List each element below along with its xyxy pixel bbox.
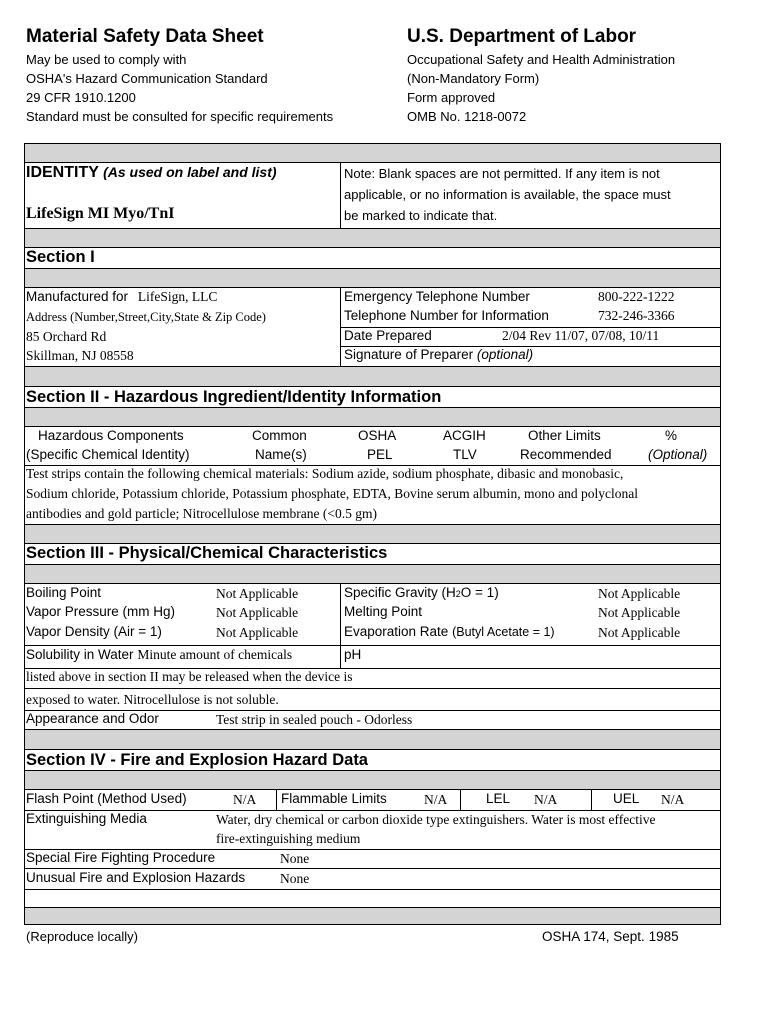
form-title: Material Safety Data Sheet xyxy=(26,26,264,47)
divider xyxy=(24,889,721,890)
gray-band xyxy=(24,407,721,427)
agency-title: U.S. Department of Labor xyxy=(407,26,637,47)
divider xyxy=(24,688,721,689)
gray-band xyxy=(24,366,721,387)
emergency-phone-label: Emergency Telephone Number xyxy=(344,289,530,304)
solubility-row xyxy=(26,647,292,663)
unusual-hazards-value: None xyxy=(280,871,310,886)
gray-band xyxy=(24,564,721,584)
gray-band xyxy=(24,143,721,163)
info-phone-value: 732-246-3366 xyxy=(598,308,675,323)
evaporation-rate-row xyxy=(344,624,555,639)
header-right-line: OMB No. 1218-0072 xyxy=(407,109,527,124)
col-osha: OSHA xyxy=(358,428,397,443)
boiling-point-label: Boiling Point xyxy=(26,585,102,600)
flammable-limits-label: Flammable Limits xyxy=(281,791,387,806)
melting-point-value: Not Applicable xyxy=(598,605,681,620)
footer-reproduce: (Reproduce locally) xyxy=(26,929,138,944)
header-left-line: 29 CFR 1910.1200 xyxy=(26,90,136,105)
extinguishing-media-label: Extinguishing Media xyxy=(26,811,147,826)
address-line: Skillman, NJ 08558 xyxy=(26,348,134,363)
melting-point-label: Melting Point xyxy=(344,604,423,619)
gray-band xyxy=(24,729,721,750)
address-label: Address (Number,Street,City,State & Zip Code) xyxy=(26,310,266,324)
vapor-density-value: Not Applicable xyxy=(216,625,299,640)
header-left-line: May be used to comply with xyxy=(26,52,187,67)
lel-value: N/A xyxy=(534,792,558,807)
appearance-label: Appearance and Odor xyxy=(26,711,159,726)
col-tlv: TLV xyxy=(453,447,477,462)
extinguishing-media-value: Water, dry chemical or carbon dioxide type extinguishers. Water is most effective xyxy=(216,812,656,827)
section-4-title: Section IV - Fire and Explosion Hazard Data xyxy=(26,751,368,769)
solubility-continued: exposed to water. Nitrocellulose is not soluble. xyxy=(26,692,279,707)
section-2-title: Section II - Hazardous Ingredient/Identity Information xyxy=(26,388,442,406)
flammable-limits-value: N/A xyxy=(424,792,448,807)
specific-gravity-value: Not Applicable xyxy=(598,586,681,601)
divider xyxy=(24,645,721,646)
gray-band xyxy=(24,770,721,790)
evaporation-rate-label: Evaporation Rate xyxy=(344,624,449,639)
identity-label-note: (As used on label and list) xyxy=(103,164,277,180)
col-hazardous-components: Hazardous Components xyxy=(38,428,184,443)
date-prepared-value: 2/04 Rev 11/07, 07/08, 10/11 xyxy=(502,328,660,343)
manufacturer-value: LifeSign, LLC xyxy=(137,289,218,304)
uel-value: N/A xyxy=(661,792,685,807)
manufacturer-row xyxy=(26,289,217,305)
evaporation-rate-note: (Butyl Acetate = 1) xyxy=(452,625,555,639)
header-right-line: (Non-Mandatory Form) xyxy=(407,71,540,86)
ph-label: pH xyxy=(344,647,362,662)
ingredients-text: Sodium chloride, Potassium chloride, Potassium phosphate, EDTA, Bovine serum albumin, mono and polyclonal xyxy=(26,486,638,501)
col-optional: (Optional) xyxy=(648,447,708,462)
vapor-pressure-value: Not Applicable xyxy=(216,605,299,620)
specific-gravity-label: Specific Gravity (H2O = 1) xyxy=(344,585,499,600)
special-procedure-label: Special Fire Fighting Procedure xyxy=(26,850,216,865)
appearance-value: Test strip in sealed pouch - Odorless xyxy=(216,712,413,727)
signature-label: Signature of Preparer xyxy=(344,347,474,362)
vapor-density-label: Vapor Density (Air = 1) xyxy=(26,624,162,639)
solubility-continued: listed above in section II may be released when the device is xyxy=(26,669,353,684)
col-pel: PEL xyxy=(367,447,393,462)
section-1-title: Section I xyxy=(26,248,95,266)
ingredients-text: Test strips contain the following chemical materials: Sodium azide, sodium phosphate, dibasic and monobasic, xyxy=(26,466,624,481)
header-right-line: Occupational Safety and Health Administration xyxy=(407,52,676,67)
emergency-phone-value: 800-222-1222 xyxy=(598,289,675,304)
footer-form-number: OSHA 174, Sept. 1985 xyxy=(542,929,679,944)
col-acgih: ACGIH xyxy=(443,428,486,443)
header-left-line: OSHA's Hazard Communication Standard xyxy=(26,71,268,86)
header-right-line: Form approved xyxy=(407,90,496,105)
solubility-label: Solubility in Water xyxy=(26,647,134,662)
info-phone-label: Telephone Number for Information xyxy=(344,308,549,323)
address-line: 85 Orchard Rd xyxy=(26,329,107,344)
vapor-pressure-label: Vapor Pressure (mm Hg) xyxy=(26,604,176,619)
gray-band xyxy=(24,268,721,288)
col-common: Common xyxy=(252,428,307,443)
ingredients-text: antibodies and gold particle; Nitrocellulose membrane (<0.5 gm) xyxy=(26,506,378,521)
divider xyxy=(340,163,341,228)
boiling-point-value: Not Applicable xyxy=(216,586,299,601)
header-left-line: Standard must be consulted for specific requirements xyxy=(26,109,334,124)
identity-value: LifeSign MI Myo/TnI xyxy=(26,205,175,222)
gray-band xyxy=(24,228,721,248)
signature-note: (optional) xyxy=(476,347,534,362)
manufacturer-label: Manufactured for xyxy=(26,289,129,304)
note-line: applicable, or no information is available, the space must xyxy=(344,187,671,202)
note-line: Note: Blank spaces are not permitted. If any item is not xyxy=(344,166,660,181)
uel-label: UEL xyxy=(613,791,640,806)
extinguishing-media-value: fire-extinguishing medium xyxy=(216,831,361,846)
col-other-limits: Other Limits xyxy=(528,428,601,443)
signature-row xyxy=(344,347,533,362)
solubility-value: Minute amount of chemicals xyxy=(137,647,293,662)
col-recommended: Recommended xyxy=(520,447,612,462)
col-percent: % xyxy=(665,428,678,443)
section-3-title: Section III - Physical/Chemical Characteristics xyxy=(26,544,388,562)
divider xyxy=(340,584,341,668)
gray-band xyxy=(24,524,721,544)
col-names: Name(s) xyxy=(255,447,307,462)
gray-band xyxy=(24,907,721,925)
note-line: be marked to indicate that. xyxy=(344,208,498,223)
divider xyxy=(276,790,277,810)
divider xyxy=(591,790,592,810)
lel-label: LEL xyxy=(486,791,511,806)
divider xyxy=(460,790,461,810)
unusual-hazards-label: Unusual Fire and Explosion Hazards xyxy=(26,870,246,885)
evaporation-rate-value: Not Applicable xyxy=(598,625,681,640)
flash-point-label: Flash Point (Method Used) xyxy=(26,791,187,806)
flash-point-value: N/A xyxy=(233,792,257,807)
special-procedure-value: None xyxy=(280,851,310,866)
date-prepared-label: Date Prepared xyxy=(344,328,432,343)
col-chemical-identity: (Specific Chemical Identity) xyxy=(26,447,190,462)
divider xyxy=(24,868,721,869)
identity-label: IDENTITY (As used on label and list) xyxy=(26,164,277,181)
